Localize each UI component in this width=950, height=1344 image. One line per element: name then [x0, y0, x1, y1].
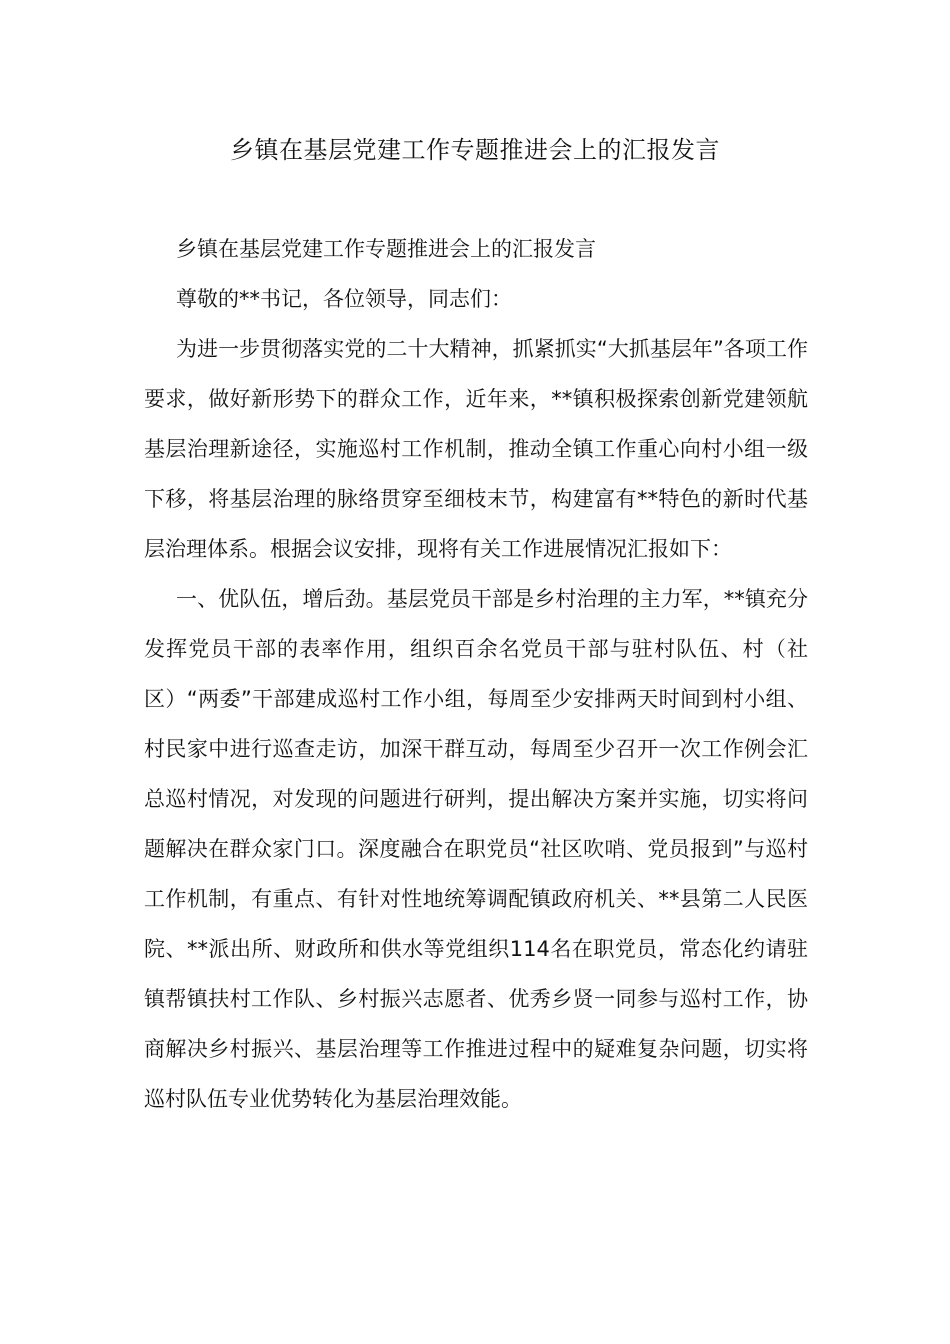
paragraph-subtitle: 乡镇在基层党建工作专题推进会上的汇报发言 — [176, 237, 596, 261]
paragraph-introduction: 为进一步贯彻落实党的二十大精神，抓紧抓实“大抓基层年”各项工作要求，做好新形势下的群众工作，近年来，**镇积极探索创新党建领航基层治理新途径，实施巡村工作机制，推动全镇工作重心向村小组一级下移，将基层治理的脉络贯穿至细枝末节，构建富有**特色的新时代基层治理体系。根据会议安排，现将有关工作进展情况汇报如下： — [144, 337, 808, 561]
document-title: 乡镇在基层党建工作专题推进会上的汇报发言 — [230, 136, 720, 164]
paragraph-salutation: 尊敬的**书记，各位领导，同志们： — [176, 287, 512, 311]
paragraph-section-one: 一、优队伍，增后劲。基层党员干部是乡村治理的主力军，**镇充分发挥党员干部的表率作用，组织百余名党员干部与驻村队伍、村（社区）“两委”干部建成巡村工作小组，每周至少安排两天时间到村小组、村民家中进行巡查走访，加深干群互动，每周至少召开一次工作例会汇总巡村情况，对发现的问题进行研判，提出解决方案并实施，切实将问题解决在群众家门口。深度融合在职党员“社区吹哨、党员报到”与巡村工作机制，有重点、有针对性地统筹调配镇政府机关、**县第二人民医院、**派出所、财政所和供水等党组织114名在职党员，常态化约请驻镇帮镇扶村工作队、乡村振兴志愿者、优秀乡贤一同参与巡村工作，协商解决乡村振兴、基层治理等工作推进过程中的疑难复杂问题，切实将巡村队伍专业优势转化为基层治理效能。 — [144, 587, 808, 1111]
document-body — [144, 224, 808, 1124]
